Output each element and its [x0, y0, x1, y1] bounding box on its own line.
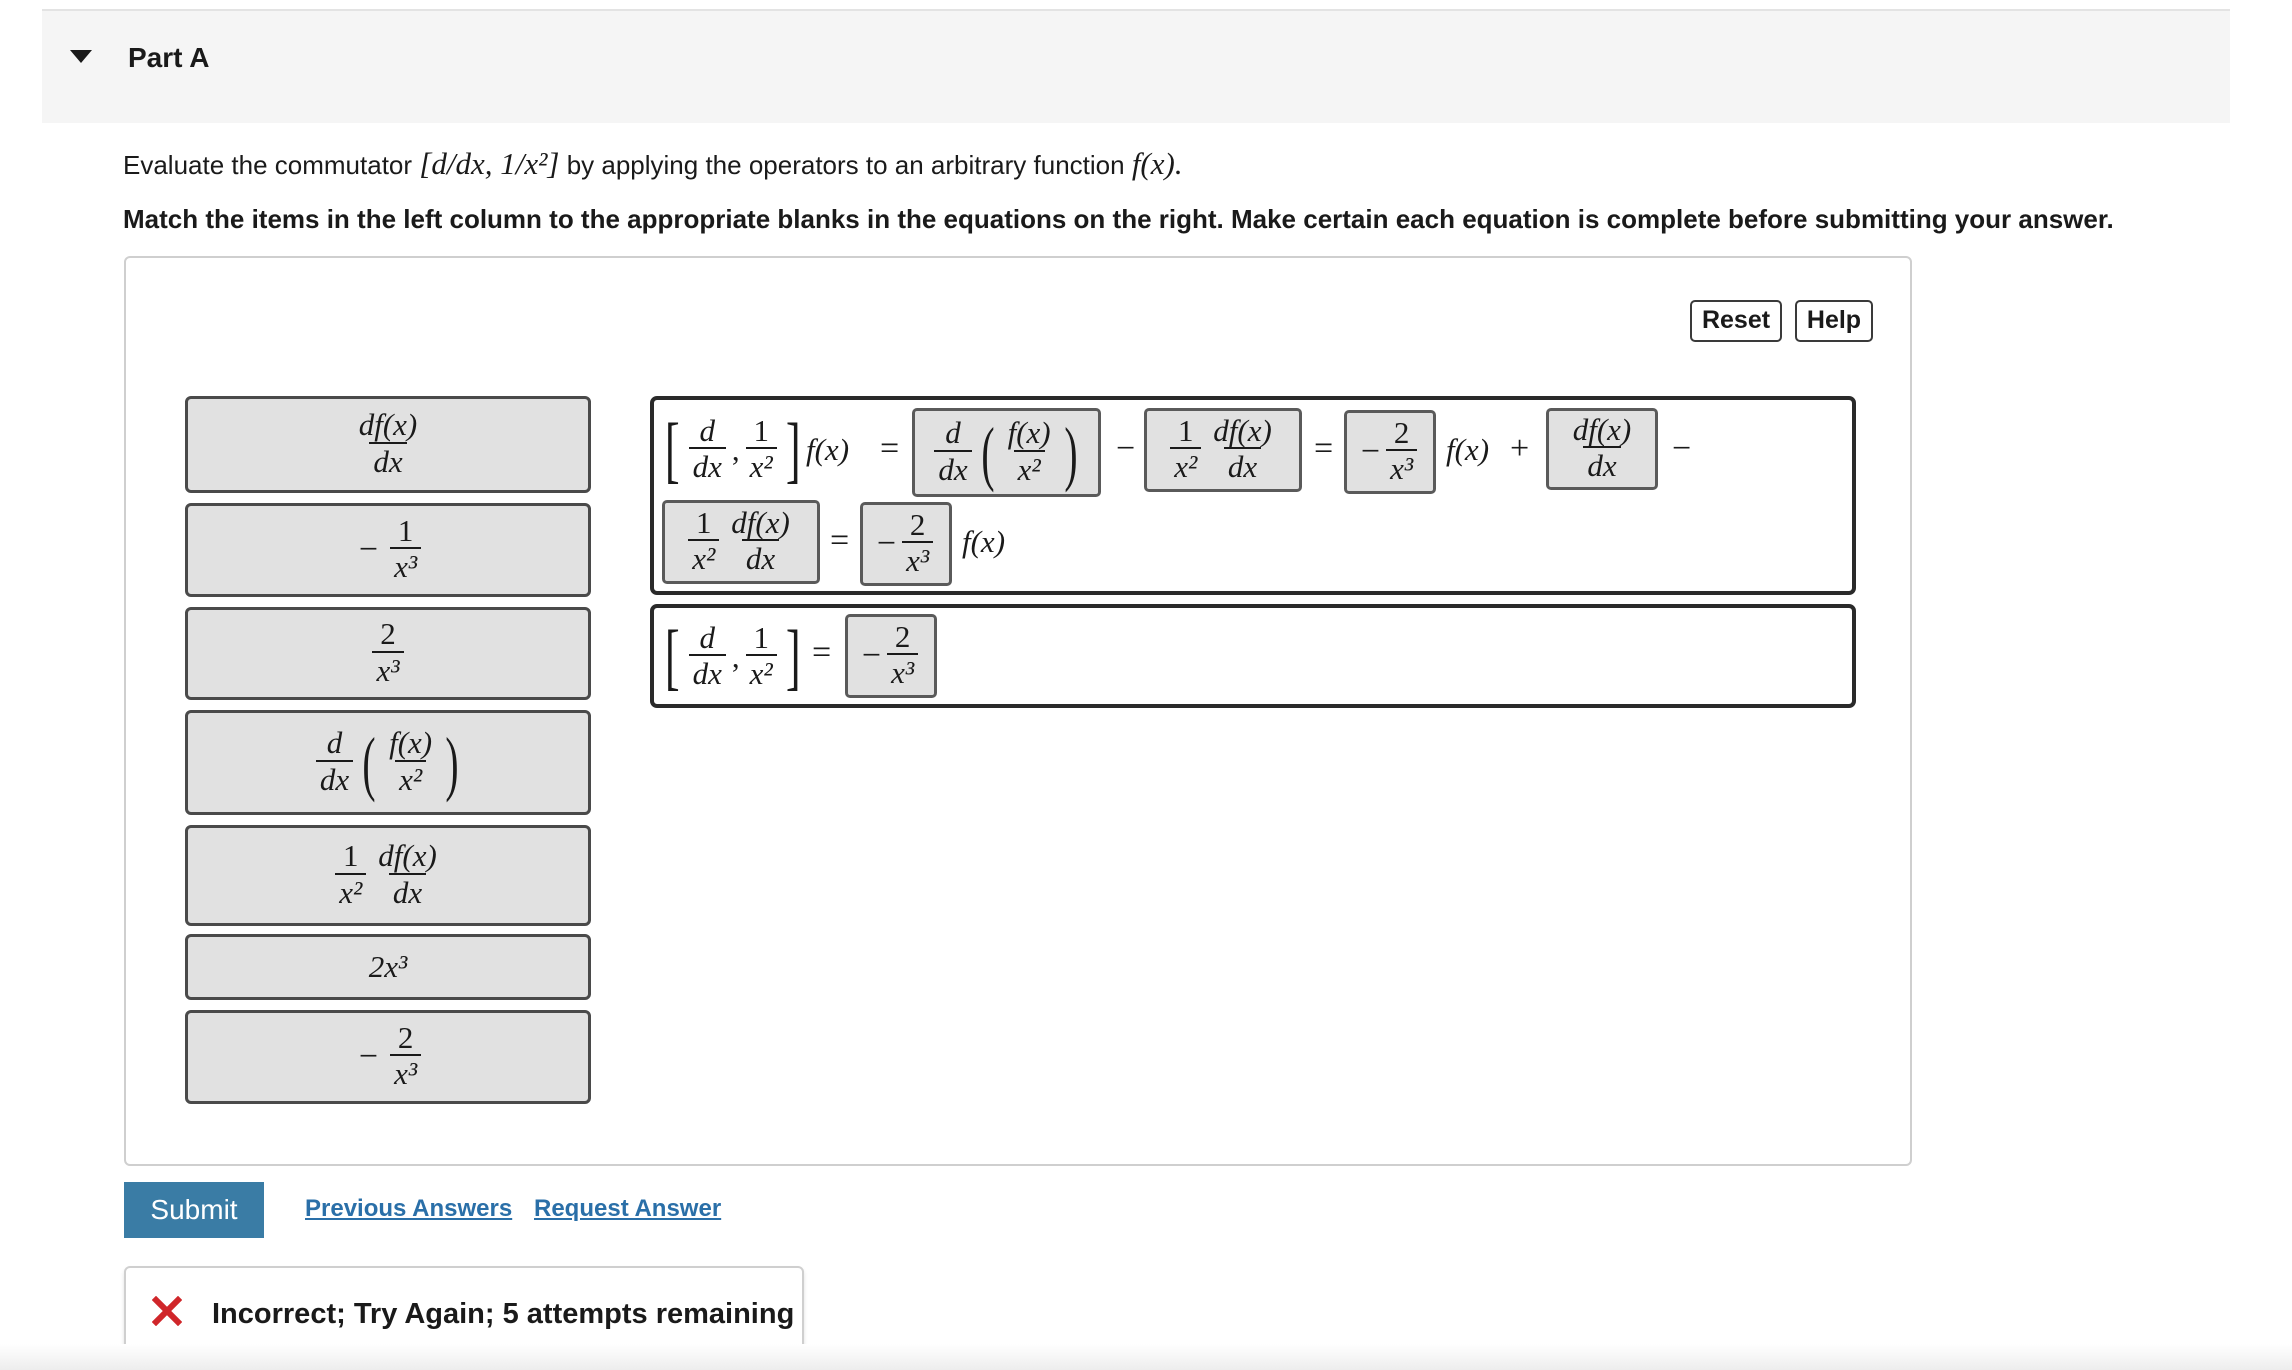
question-prompt	[123, 146, 1183, 182]
commutator-x2: x²	[746, 447, 777, 485]
equals-sign: =	[880, 430, 900, 467]
submit-button[interactable]: Submit	[124, 1182, 264, 1238]
equation-2-commutator: [ $\frac{d}{dx}$ , $\frac{1}{\text{x²}}$ ]	[664, 616, 801, 698]
commutator-x2: x²	[746, 654, 777, 692]
equation-1-commutator: [ $\frac{d}{dx}$ , $\frac{1}{\text{x²}}$ ]	[664, 409, 801, 491]
prompt-function: f(x).	[1131, 146, 1183, 181]
plus-sign: +	[1510, 430, 1530, 467]
tile-denominator: x³	[390, 1054, 421, 1092]
tile-denominator-2: dx	[389, 873, 426, 911]
slot-numerator: 2	[909, 506, 926, 542]
tile-d: d	[326, 725, 343, 761]
minus-sign: −	[1116, 430, 1136, 467]
equals-sign: =	[830, 522, 850, 559]
slot-denominator: x³	[902, 541, 933, 579]
commutator-dx: dx	[689, 654, 726, 692]
drop-slot-5[interactable]	[662, 500, 820, 584]
slot-denominator: dx	[1583, 446, 1620, 484]
tile-numerator-1: 1	[342, 838, 359, 874]
reset-button[interactable]: Reset	[1690, 300, 1782, 342]
minus-sign: −	[1672, 430, 1692, 467]
equation-1-fx: f(x)	[806, 432, 850, 467]
slot-denominator: x³	[1386, 449, 1417, 487]
drop-slot-2[interactable]	[1144, 408, 1302, 492]
slot-sign: −	[1360, 433, 1381, 470]
draggable-item-neg-1-over-x3[interactable]	[185, 503, 591, 597]
drop-slot-1[interactable]: $\frac{d}{dx}$ ( $\frac{f(x)}{\text{x²}}$ )	[912, 408, 1101, 497]
slot-denominator-2: dx	[742, 539, 779, 577]
prompt-middle: by applying the operators to an arbitrary function	[566, 150, 1125, 180]
drop-slot-3[interactable]	[1344, 410, 1436, 494]
drop-slot-6[interactable]	[860, 502, 952, 586]
draggable-item-neg-2-over-x3[interactable]	[185, 1010, 591, 1104]
slot-denominator-2: dx	[1224, 447, 1261, 485]
caret-down-icon[interactable]	[70, 50, 92, 63]
slot-dx: dx	[934, 450, 971, 488]
draggable-item-1-over-x2-df-dx[interactable]	[185, 825, 591, 926]
tile-text: 2x³	[368, 949, 408, 984]
feedback-text: Incorrect; Try Again; 5 attempts remaining	[212, 1298, 795, 1330]
commutator-1: 1	[753, 619, 769, 655]
drop-slot-4[interactable]	[1546, 408, 1658, 490]
tile-inner-denominator: x²	[395, 760, 426, 798]
draggable-item-2-over-x3[interactable]	[185, 607, 591, 700]
slot-denominator-1: x²	[1170, 447, 1201, 485]
tile-denominator: x³	[372, 651, 403, 689]
prompt-prefix: Evaluate the commutator	[123, 150, 413, 180]
tile-sign: −	[358, 1038, 379, 1075]
request-answer-link[interactable]: Request Answer	[534, 1195, 722, 1222]
part-title[interactable]: Part A	[128, 42, 210, 73]
part-header[interactable]	[42, 11, 2230, 123]
slot-inner-denominator: x²	[1014, 450, 1045, 488]
previous-answers-link[interactable]: Previous Answers	[305, 1195, 513, 1222]
tile-sign: −	[358, 531, 379, 568]
slot-numerator-2: df(x)	[1213, 412, 1272, 448]
x-mark-icon	[152, 1296, 182, 1326]
slot-inner-numerator: f(x)	[1007, 415, 1051, 451]
tile-numerator: df(x)	[358, 407, 418, 443]
commutator-d: d	[699, 412, 716, 448]
tile-inner-numerator: f(x)	[389, 725, 433, 761]
equation-1-fx-2: f(x)	[1446, 432, 1490, 467]
slot-numerator-1: 1	[695, 504, 712, 540]
drop-slot-7[interactable]	[845, 614, 937, 698]
slot-sign: −	[876, 525, 897, 562]
draggable-item-d-dx-fx-over-x2[interactable]: $\frac{d}{dx}$ ( $\frac{f(x)}{\text{x²}}$ )	[185, 710, 591, 815]
bottom-edge	[0, 1344, 2292, 1370]
draggable-item-2x3[interactable]	[185, 934, 591, 1000]
slot-numerator-1: 1	[1177, 412, 1194, 448]
tile-denominator: dx	[369, 442, 406, 480]
commutator-dx: dx	[689, 447, 726, 485]
draggable-item-df-dx[interactable]	[185, 396, 591, 493]
help-button[interactable]: Help	[1795, 300, 1873, 342]
slot-denominator: x³	[887, 653, 918, 691]
slot-numerator-2: df(x)	[731, 504, 790, 540]
tile-numerator: 1	[397, 512, 414, 548]
slot-d: d	[945, 415, 961, 451]
equals-sign: =	[1314, 430, 1334, 467]
tile-denominator: x³	[390, 547, 421, 585]
equals-sign: =	[812, 634, 832, 671]
slot-numerator: 2	[1393, 414, 1410, 450]
instruction-text: Match the items in the left column to the appropriate blanks in the equations on the right. Make certain each equation is complete before submitting your answer.	[123, 204, 2114, 234]
slot-numerator: 2	[894, 618, 911, 654]
tile-numerator-2: df(x)	[378, 838, 437, 874]
tile-numerator: 2	[397, 1019, 414, 1055]
slot-numerator: df(x)	[1572, 411, 1632, 447]
tile-denominator-1: x²	[335, 873, 366, 911]
prompt-commutator: [d/dx, 1/x²]	[419, 146, 560, 181]
slot-sign: −	[861, 637, 882, 674]
commutator-d: d	[699, 619, 716, 655]
tile-dx: dx	[316, 760, 353, 798]
commutator-1: 1	[753, 412, 769, 448]
slot-denominator-1: x²	[688, 539, 719, 577]
equation-1-tail-fx: f(x)	[962, 524, 1006, 559]
tile-numerator: 2	[380, 616, 396, 652]
